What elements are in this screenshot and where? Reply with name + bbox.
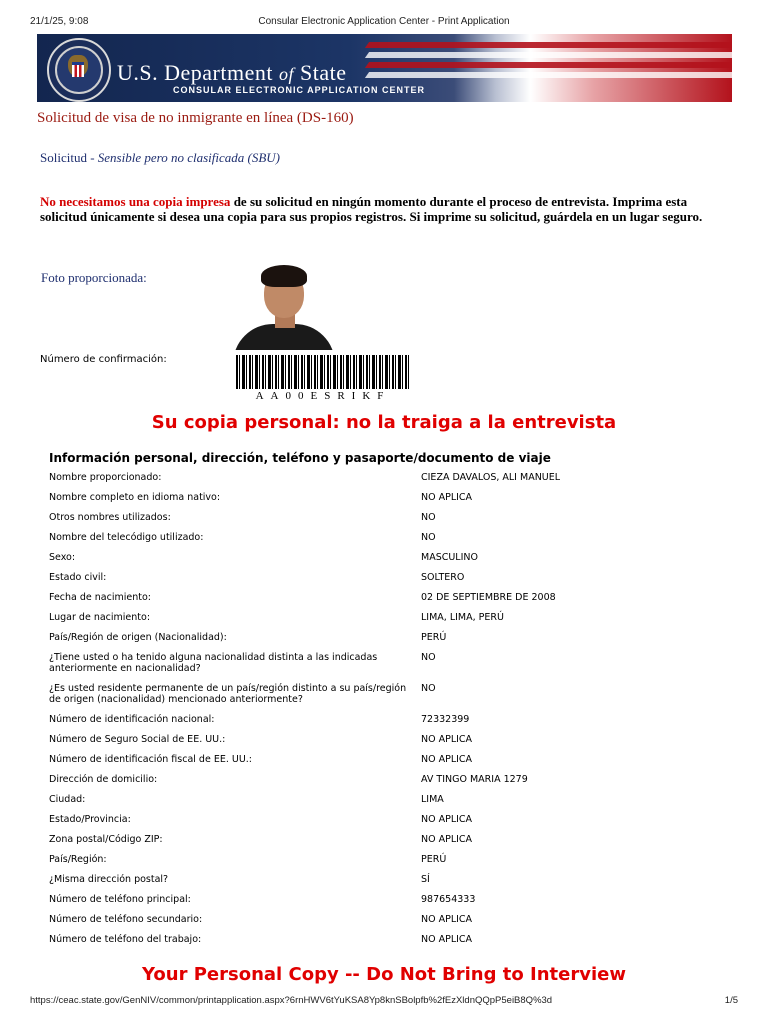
dept-of-state-banner xyxy=(37,34,732,102)
page-number: 1/5 xyxy=(724,995,738,1006)
banner-stripe xyxy=(365,42,732,48)
print-page-title: Consular Electronic Application Center - Print Application xyxy=(258,16,510,27)
applicant-photo xyxy=(233,262,335,350)
print-header xyxy=(0,16,768,32)
table-row xyxy=(49,754,729,774)
row-value: SOLTERO xyxy=(421,572,465,583)
form-title: Solicitud de visa de no inmigrante en línea (DS-160) xyxy=(37,110,354,126)
table-row xyxy=(49,572,729,592)
row-value: LIMA xyxy=(421,794,444,805)
row-label: Número de Seguro Social de EE. UU.: xyxy=(49,734,226,745)
row-value: PERÚ xyxy=(421,632,447,643)
row-label: Sexo: xyxy=(49,552,76,563)
row-label: Lugar de nacimiento: xyxy=(49,612,151,623)
banner-stripe xyxy=(365,52,732,58)
personal-copy-notice-en: Your Personal Copy -- Do Not Bring to Interview xyxy=(142,964,626,985)
row-label: ¿Es usted residente permanente de un país/región distinto a su país/región de origen (nacionalidad) mencionado anteriormente? xyxy=(49,683,407,705)
row-label: Dirección de domicilio: xyxy=(49,774,158,785)
banner-subtitle: CONSULAR ELECTRONIC APPLICATION CENTER xyxy=(173,85,426,95)
table-row xyxy=(49,512,729,532)
row-label: Nombre proporcionado: xyxy=(49,472,162,483)
department-name: U.S. Department of State xyxy=(117,60,347,85)
row-value: CIEZA DAVALOS, ALI MANUEL xyxy=(421,472,561,483)
table-row xyxy=(49,592,729,612)
row-label: Zona postal/Código ZIP: xyxy=(49,834,163,845)
row-value: NO xyxy=(421,683,436,694)
print-datetime: 21/1/25, 9:08 xyxy=(30,16,89,27)
personal-info-table xyxy=(49,472,729,954)
table-row xyxy=(49,834,729,854)
table-row xyxy=(49,874,729,894)
section-title: Información personal, dirección, teléfono y pasaporte/documento de viaje xyxy=(49,451,551,465)
row-value: NO APLICA xyxy=(421,934,473,945)
row-label: Estado/Provincia: xyxy=(49,814,131,825)
row-value: NO APLICA xyxy=(421,914,473,925)
table-row xyxy=(49,894,729,914)
row-label: Estado civil: xyxy=(49,572,107,583)
row-value: NO APLICA xyxy=(421,834,473,845)
row-value: NO APLICA xyxy=(421,814,473,825)
row-value: NO xyxy=(421,512,436,523)
row-value: MASCULINO xyxy=(421,552,478,563)
table-row xyxy=(49,652,729,683)
table-row xyxy=(49,492,729,512)
row-label: ¿Tiene usted o ha tenido alguna nacionalidad distinta a las indicadas anteriormente en nacionalidad? xyxy=(49,652,378,674)
row-label: Nombre completo en idioma nativo: xyxy=(49,492,221,503)
row-label: Ciudad: xyxy=(49,794,86,805)
personal-copy-notice-es: Su copia personal: no la traiga a la entrevista xyxy=(151,412,617,433)
row-value: 987654333 xyxy=(421,894,476,905)
row-value: PERÚ xyxy=(421,854,447,865)
row-label: Fecha de nacimiento: xyxy=(49,592,151,603)
table-row xyxy=(49,934,729,954)
table-row xyxy=(49,532,729,552)
table-row xyxy=(49,612,729,632)
row-label: Número de identificación nacional: xyxy=(49,714,215,725)
table-row xyxy=(49,914,729,934)
table-row xyxy=(49,632,729,652)
page-url: https://ceac.state.gov/GenNIV/common/printapplication.aspx?6rnHWV6tYuKSA8Yp8knSBolpfb%2fEzXldnQQpP5eiB8Q%3d xyxy=(30,995,553,1006)
table-row xyxy=(49,794,729,814)
table-row xyxy=(49,472,729,492)
row-value: 02 DE SEPTIEMBRE DE 2008 xyxy=(421,592,556,603)
row-value: NO APLICA xyxy=(421,492,473,503)
row-label: País/Región de origen (Nacionalidad): xyxy=(49,632,227,643)
row-label: Número de teléfono principal: xyxy=(49,894,191,905)
print-notice: No necesitamos una copia impresa de su solicitud en ningún momento durante el proceso de entrevista. Imprima esta solicitud únicamente si desea una copia para sus propios registros. Si imprime su solicitud, guárdela en un lugar seguro. xyxy=(40,194,703,224)
row-value: NO xyxy=(421,652,436,663)
row-label: País/Región: xyxy=(49,854,107,865)
row-label: Número de identificación fiscal de EE. UU.: xyxy=(49,754,252,765)
table-row xyxy=(49,854,729,874)
table-row xyxy=(49,714,729,734)
photo-label: Foto proporcionada: xyxy=(41,270,147,285)
confirmation-code: AA00ESRIKF xyxy=(255,390,391,402)
row-value: NO xyxy=(421,532,436,543)
row-value: 72332399 xyxy=(421,714,470,725)
confirmation-label: Número de confirmación: xyxy=(40,354,167,365)
table-row xyxy=(49,774,729,794)
sbu-classification: Solicitud - Sensible pero no clasificada (SBU) xyxy=(40,150,280,165)
banner-stripe xyxy=(365,62,732,68)
row-value: SÍ xyxy=(421,874,430,885)
row-label: Otros nombres utilizados: xyxy=(49,512,171,523)
state-department-seal-icon xyxy=(47,38,111,102)
row-value: NO APLICA xyxy=(421,754,473,765)
print-footer xyxy=(0,995,768,1009)
table-row xyxy=(49,734,729,754)
row-label: Número de teléfono del trabajo: xyxy=(49,934,202,945)
row-value: LIMA, LIMA, PERÚ xyxy=(421,612,504,623)
row-label: Nombre del telecódigo utilizado: xyxy=(49,532,204,543)
row-label: Número de teléfono secundario: xyxy=(49,914,203,925)
row-value: AV TINGO MARIA 1279 xyxy=(421,774,528,785)
row-label: ¿Misma dirección postal? xyxy=(49,874,169,885)
table-row xyxy=(49,683,729,714)
row-value: NO APLICA xyxy=(421,734,473,745)
table-row xyxy=(49,814,729,834)
table-row xyxy=(49,552,729,572)
banner-stripe xyxy=(365,72,732,78)
confirmation-barcode xyxy=(236,355,410,389)
